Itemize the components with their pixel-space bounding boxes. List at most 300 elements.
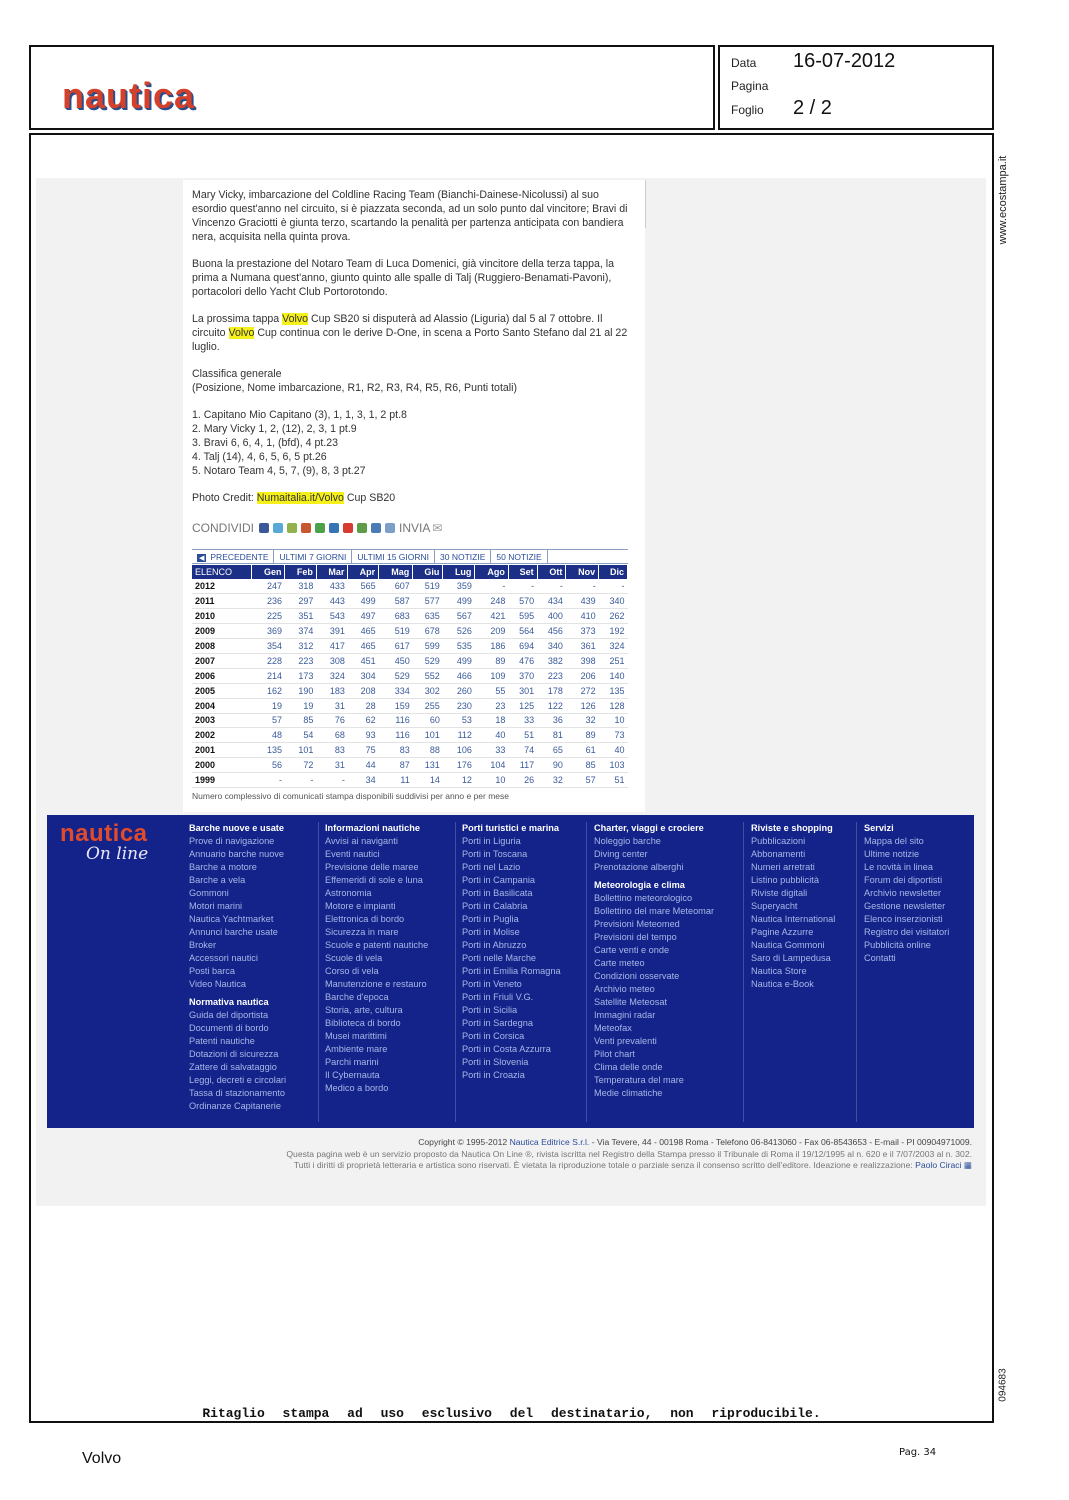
count-cell[interactable]: 351 — [285, 609, 316, 624]
count-cell[interactable]: 60 — [413, 713, 443, 728]
count-cell[interactable]: 57 — [251, 713, 285, 728]
count-cell[interactable]: 374 — [285, 624, 316, 639]
photo-credit-link[interactable]: Numaitalia.it/Volvo — [256, 492, 344, 504]
footer-link[interactable]: Ambiente mare — [325, 1044, 388, 1054]
count-cell[interactable]: 324 — [599, 639, 628, 654]
count-cell[interactable]: 116 — [379, 728, 413, 743]
count-cell[interactable]: 223 — [285, 653, 316, 668]
count-cell[interactable]: 12 — [443, 773, 475, 788]
count-cell[interactable]: 373 — [566, 624, 599, 639]
footer-link[interactable]: Riviste digitali — [751, 888, 808, 898]
count-cell[interactable]: 83 — [316, 743, 347, 758]
footer-link[interactable]: Eventi nautici — [325, 849, 380, 859]
count-cell[interactable]: 635 — [413, 609, 443, 624]
share-icon[interactable] — [287, 523, 297, 533]
count-cell[interactable]: 529 — [413, 653, 443, 668]
count-cell[interactable]: 109 — [475, 668, 508, 683]
footer-link[interactable]: Porti in Slovenia — [462, 1057, 529, 1067]
count-cell[interactable]: 324 — [316, 668, 347, 683]
footer-link[interactable]: Prove di navigazione — [189, 836, 275, 846]
count-cell[interactable]: 519 — [379, 624, 413, 639]
footer-link[interactable]: Mappa del sito — [864, 836, 924, 846]
count-cell[interactable]: 297 — [285, 594, 316, 609]
count-cell[interactable]: 251 — [599, 653, 628, 668]
footer-link[interactable]: Parchi marini — [325, 1057, 379, 1067]
footer-link[interactable]: Nautica Store — [751, 966, 807, 976]
footer-link[interactable]: Numeri arretrati — [751, 862, 815, 872]
count-cell[interactable]: - — [475, 579, 508, 594]
count-cell[interactable]: - — [599, 579, 628, 594]
footer-link[interactable]: Meteofax — [594, 1023, 632, 1033]
count-cell[interactable]: 417 — [316, 639, 347, 654]
count-cell[interactable]: - — [508, 579, 537, 594]
footer-heading[interactable]: Porti turistici e marina — [462, 823, 560, 833]
count-cell[interactable]: 228 — [251, 653, 285, 668]
count-cell[interactable]: 62 — [348, 713, 379, 728]
count-cell[interactable]: 81 — [537, 728, 566, 743]
count-cell[interactable]: 476 — [508, 653, 537, 668]
footer-link[interactable]: Barche a motore — [189, 862, 257, 872]
count-cell[interactable]: 122 — [537, 698, 566, 713]
count-cell[interactable]: 85 — [285, 713, 316, 728]
footer-link[interactable]: Noleggio barche — [594, 836, 661, 846]
count-cell[interactable]: 55 — [475, 683, 508, 698]
footer-link[interactable]: Corso di vela — [325, 966, 379, 976]
count-cell[interactable]: 65 — [537, 743, 566, 758]
footer-link[interactable]: Porti in Liguria — [462, 836, 521, 846]
count-cell[interactable]: 443 — [316, 594, 347, 609]
google-icon[interactable] — [343, 523, 353, 533]
footer-link[interactable]: Musei marittimi — [325, 1031, 387, 1041]
count-cell[interactable]: 208 — [348, 683, 379, 698]
footer-link[interactable]: Porti in Costa Azzurra — [462, 1044, 551, 1054]
count-cell[interactable]: 369 — [251, 624, 285, 639]
print-icon[interactable] — [371, 523, 381, 533]
count-cell[interactable]: 72 — [285, 758, 316, 773]
count-cell[interactable]: 10 — [599, 713, 628, 728]
footer-link[interactable]: Condizioni osservate — [594, 971, 680, 981]
delicious-icon[interactable] — [315, 523, 325, 533]
footer-heading[interactable]: Charter, viaggi e crociere — [594, 823, 704, 833]
count-cell[interactable]: 334 — [379, 683, 413, 698]
count-cell[interactable]: 599 — [413, 639, 443, 654]
footer-link[interactable]: Nautica International — [751, 914, 836, 924]
footer-link[interactable]: Archivio newsletter — [864, 888, 942, 898]
count-cell[interactable]: 178 — [537, 683, 566, 698]
count-cell[interactable]: 135 — [251, 743, 285, 758]
author-link[interactable]: Paolo Ciraci — [915, 1160, 962, 1170]
count-cell[interactable]: 162 — [251, 683, 285, 698]
count-cell[interactable]: 183 — [316, 683, 347, 698]
count-cell[interactable]: 101 — [285, 743, 316, 758]
footer-link[interactable]: Porti in Croazia — [462, 1070, 525, 1080]
footer-link[interactable]: Gommoni — [189, 888, 229, 898]
footer-link[interactable]: Abbonamenti — [751, 849, 806, 859]
count-cell[interactable]: 116 — [379, 713, 413, 728]
footer-link[interactable]: Barche a vela — [189, 875, 246, 885]
count-cell[interactable]: 607 — [379, 579, 413, 594]
footer-link[interactable]: Accessori nautici — [189, 953, 258, 963]
footer-link[interactable]: Satellite Meteosat — [594, 997, 668, 1007]
count-cell[interactable]: - — [285, 773, 316, 788]
nav-precedente[interactable]: ◀ PRECEDENTE — [192, 550, 274, 563]
count-cell[interactable]: 89 — [566, 728, 599, 743]
footer-link[interactable]: Porti in Campania — [462, 875, 536, 885]
count-cell[interactable]: 75 — [348, 743, 379, 758]
count-cell[interactable]: 40 — [475, 728, 508, 743]
count-cell[interactable]: 456 — [537, 624, 566, 639]
count-cell[interactable]: 10 — [475, 773, 508, 788]
footer-link[interactable]: Storia, arte, cultura — [325, 1005, 403, 1015]
footer-link[interactable]: Saro di Lampedusa — [751, 953, 831, 963]
count-cell[interactable]: 33 — [508, 713, 537, 728]
footer-link[interactable]: Listino pubblicità — [751, 875, 819, 885]
footer-heading[interactable]: Normativa nautica — [189, 997, 269, 1007]
count-cell[interactable]: 587 — [379, 594, 413, 609]
count-cell[interactable]: 304 — [348, 668, 379, 683]
count-cell[interactable]: 439 — [566, 594, 599, 609]
bookmark-icon[interactable] — [357, 523, 367, 533]
year-cell: 2007 — [192, 653, 251, 668]
footer-link[interactable]: Porti in Abruzzo — [462, 940, 527, 950]
footer-link[interactable]: Venti prevalenti — [594, 1036, 657, 1046]
footer-heading[interactable]: Riviste e shopping — [751, 823, 833, 833]
footer-link[interactable]: Diving center — [594, 849, 648, 859]
count-cell[interactable]: 400 — [537, 609, 566, 624]
count-cell[interactable]: 173 — [285, 668, 316, 683]
count-cell[interactable]: 68 — [316, 728, 347, 743]
count-cell[interactable]: 103 — [599, 758, 628, 773]
count-cell[interactable]: 101 — [413, 728, 443, 743]
count-cell[interactable]: 131 — [413, 758, 443, 773]
footer-link[interactable]: Prenotazione alberghi — [594, 862, 684, 872]
footer-link[interactable]: Carte meteo — [594, 958, 645, 968]
footer-link[interactable]: Porti in Veneto — [462, 979, 522, 989]
footer-link[interactable]: Broker — [189, 940, 217, 950]
count-cell[interactable]: 19 — [285, 698, 316, 713]
count-cell[interactable]: 683 — [379, 609, 413, 624]
count-cell[interactable]: 85 — [566, 758, 599, 773]
count-cell[interactable]: 526 — [443, 624, 475, 639]
count-cell[interactable]: 93 — [348, 728, 379, 743]
footer-link[interactable]: Porti nel Lazio — [462, 862, 521, 872]
count-cell[interactable]: 354 — [251, 639, 285, 654]
count-cell[interactable]: 140 — [599, 668, 628, 683]
count-cell[interactable]: 128 — [599, 698, 628, 713]
count-cell[interactable]: 176 — [443, 758, 475, 773]
count-cell[interactable]: 32 — [566, 713, 599, 728]
count-cell[interactable]: 104 — [475, 758, 508, 773]
footer-heading[interactable]: Meteorologia e clima — [594, 880, 685, 890]
count-cell[interactable]: 76 — [316, 713, 347, 728]
count-cell[interactable]: 90 — [537, 758, 566, 773]
footer-link[interactable]: Porti in Puglia — [462, 914, 519, 924]
count-cell[interactable]: 450 — [379, 653, 413, 668]
count-cell[interactable]: 206 — [566, 668, 599, 683]
footer-link[interactable]: Ordinanze Capitanerie — [189, 1101, 281, 1111]
footer-link[interactable]: Previsioni Meteomed — [594, 919, 680, 929]
count-cell[interactable]: 11 — [379, 773, 413, 788]
footer-link[interactable]: Porti in Sicilia — [462, 1005, 518, 1015]
count-cell[interactable]: 106 — [443, 743, 475, 758]
footer-link[interactable]: Tassa di stazionamento — [189, 1088, 286, 1098]
count-cell[interactable]: 192 — [599, 624, 628, 639]
count-cell[interactable]: 465 — [348, 624, 379, 639]
digg-icon[interactable] — [301, 523, 311, 533]
footer-link[interactable]: Clima delle onde — [594, 1062, 663, 1072]
footer-link[interactable]: Ultime notizie — [864, 849, 920, 859]
count-cell[interactable]: 88 — [413, 743, 443, 758]
footer-link[interactable]: Astronomia — [325, 888, 372, 898]
footer-link[interactable]: Nautica e-Book — [751, 979, 814, 989]
twitter-icon[interactable] — [273, 523, 283, 533]
count-cell[interactable]: 272 — [566, 683, 599, 698]
invia-label[interactable]: INVIA — [399, 521, 431, 535]
footer-link[interactable]: Previsioni del tempo — [594, 932, 677, 942]
myspace-icon[interactable] — [329, 523, 339, 533]
count-cell[interactable]: 694 — [508, 639, 537, 654]
footer-link[interactable]: Motori marini — [189, 901, 243, 911]
footer-link[interactable]: Bollettino del mare Meteomar — [594, 906, 715, 916]
footer-link[interactable]: Video Nautica — [189, 979, 247, 989]
email-icon[interactable] — [385, 523, 395, 533]
count-cell[interactable]: 53 — [443, 713, 475, 728]
footer-link[interactable]: Patenti nautiche — [189, 1036, 255, 1046]
count-cell[interactable]: 382 — [537, 653, 566, 668]
count-cell[interactable]: 83 — [379, 743, 413, 758]
count-cell[interactable]: 87 — [379, 758, 413, 773]
count-cell[interactable]: 34 — [348, 773, 379, 788]
footer-link[interactable]: Elenco inserzionisti — [864, 914, 943, 924]
footer-link[interactable]: Zattere di salvataggio — [189, 1062, 277, 1072]
footer-link[interactable]: Porti in Calabria — [462, 901, 528, 911]
count-cell[interactable]: 186 — [475, 639, 508, 654]
count-cell[interactable]: 434 — [537, 594, 566, 609]
count-cell[interactable]: 308 — [316, 653, 347, 668]
footer-link[interactable]: Porti in Toscana — [462, 849, 528, 859]
footer-link[interactable]: Motore e impianti — [325, 901, 396, 911]
facebook-icon[interactable] — [259, 523, 269, 533]
count-cell[interactable]: 617 — [379, 639, 413, 654]
count-cell[interactable]: 451 — [348, 653, 379, 668]
footer-link[interactable]: Biblioteca di bordo — [325, 1018, 401, 1028]
count-cell[interactable]: 74 — [508, 743, 537, 758]
nav-ultimi-7[interactable]: ULTIMI 7 GIORNI — [274, 550, 352, 563]
footer-link[interactable]: Porti in Sardegna — [462, 1018, 533, 1028]
footer-link[interactable]: Barche d'epoca — [325, 992, 389, 1002]
count-cell[interactable]: 159 — [379, 698, 413, 713]
footer-link[interactable]: Porti in Corsica — [462, 1031, 525, 1041]
count-cell[interactable]: 595 — [508, 609, 537, 624]
count-cell[interactable]: 340 — [599, 594, 628, 609]
footer-link[interactable]: Porti in Emilia Romagna — [462, 966, 561, 976]
footer-link[interactable]: Carte venti e onde — [594, 945, 670, 955]
count-cell[interactable]: 26 — [508, 773, 537, 788]
count-cell[interactable]: 398 — [566, 653, 599, 668]
footer-link[interactable]: Elettronica di bordo — [325, 914, 405, 924]
footer-link[interactable]: Effemeridi di sole e luna — [325, 875, 423, 885]
footer-link[interactable]: Avvisi ai naviganti — [325, 836, 398, 846]
footer-link[interactable]: Registro dei visitatori — [864, 927, 950, 937]
footer-link[interactable]: Leggi, decreti e circolari — [189, 1075, 287, 1085]
count-cell[interactable]: 230 — [443, 698, 475, 713]
footer-link[interactable]: Contatti — [864, 953, 896, 963]
header-elenco[interactable]: ELENCO — [192, 565, 251, 579]
count-cell[interactable]: 255 — [413, 698, 443, 713]
footer-link[interactable]: Le novità in linea — [864, 862, 933, 872]
count-cell[interactable]: 262 — [599, 609, 628, 624]
count-cell[interactable]: 499 — [443, 653, 475, 668]
footer-link[interactable]: Temperatura del mare — [594, 1075, 684, 1085]
footer-heading[interactable]: Barche nuove e usate — [189, 823, 284, 833]
count-cell[interactable]: 236 — [251, 594, 285, 609]
count-cell[interactable]: 40 — [599, 743, 628, 758]
count-cell[interactable]: 535 — [443, 639, 475, 654]
footer-link[interactable]: Annuario barche nuove — [189, 849, 285, 859]
count-cell[interactable]: 18 — [475, 713, 508, 728]
count-cell[interactable]: 56 — [251, 758, 285, 773]
count-cell[interactable]: 302 — [413, 683, 443, 698]
count-cell[interactable]: 135 — [599, 683, 628, 698]
count-cell[interactable]: 410 — [566, 609, 599, 624]
count-cell[interactable]: 260 — [443, 683, 475, 698]
count-cell[interactable]: 73 — [599, 728, 628, 743]
count-cell[interactable]: 54 — [285, 728, 316, 743]
footer-link[interactable]: Pagine Azzurre — [751, 927, 814, 937]
footer-link[interactable]: Guida del diportista — [189, 1010, 269, 1020]
footer-link[interactable]: Manutenzione e restauro — [325, 979, 427, 989]
footer-link[interactable]: Gestione newsletter — [864, 901, 946, 911]
count-cell[interactable]: 529 — [379, 668, 413, 683]
count-cell[interactable]: 497 — [348, 609, 379, 624]
footer-link[interactable]: Previsione delle maree — [325, 862, 419, 872]
count-cell[interactable]: 359 — [443, 579, 475, 594]
count-cell[interactable]: 190 — [285, 683, 316, 698]
count-cell[interactable]: 112 — [443, 728, 475, 743]
count-cell[interactable]: 31 — [316, 758, 347, 773]
footer-link[interactable]: Annunci barche usate — [189, 927, 278, 937]
count-cell[interactable]: 32 — [537, 773, 566, 788]
envelope-icon[interactable]: ✉ — [432, 521, 443, 535]
footer-link[interactable]: Documenti di bordo — [189, 1023, 269, 1033]
count-cell[interactable]: 28 — [348, 698, 379, 713]
count-cell[interactable]: 499 — [348, 594, 379, 609]
count-cell[interactable]: 209 — [475, 624, 508, 639]
footer-link[interactable]: Nautica Gommoni — [751, 940, 825, 950]
count-cell[interactable]: 312 — [285, 639, 316, 654]
footer-link[interactable]: Bollettino meteorologico — [594, 893, 693, 903]
footer-link[interactable]: Forum dei diportisti — [864, 875, 943, 885]
nav-50-notizie[interactable]: 50 NOTIZIE — [491, 550, 547, 563]
count-cell[interactable]: 421 — [475, 609, 508, 624]
nav-ultimi-15[interactable]: ULTIMI 15 GIORNI — [352, 550, 435, 563]
footer-link[interactable]: Pubblicità online — [864, 940, 931, 950]
count-cell[interactable]: 361 — [566, 639, 599, 654]
count-cell[interactable]: 31 — [316, 698, 347, 713]
count-cell[interactable]: 33 — [475, 743, 508, 758]
footer-link[interactable]: Scuole di vela — [325, 953, 383, 963]
footer-link[interactable]: Nautica Yachtmarket — [189, 914, 274, 924]
footer-link[interactable]: Pilot chart — [594, 1049, 635, 1059]
count-cell[interactable]: 543 — [316, 609, 347, 624]
count-cell[interactable]: 248 — [475, 594, 508, 609]
footer-link[interactable]: Immagini radar — [594, 1010, 656, 1020]
count-cell[interactable]: 565 — [348, 579, 379, 594]
count-cell[interactable]: 61 — [566, 743, 599, 758]
count-cell[interactable]: 214 — [251, 668, 285, 683]
footer-link[interactable]: Pubblicazioni — [751, 836, 806, 846]
count-cell[interactable]: 301 — [508, 683, 537, 698]
count-cell[interactable]: 51 — [508, 728, 537, 743]
count-cell[interactable]: 499 — [443, 594, 475, 609]
count-cell[interactable]: 57 — [566, 773, 599, 788]
count-cell[interactable]: 340 — [537, 639, 566, 654]
footer-link[interactable]: Il Cybernauta — [325, 1070, 380, 1080]
count-cell[interactable]: 466 — [443, 668, 475, 683]
footer-link[interactable]: Posti barca — [189, 966, 235, 976]
count-cell[interactable]: 433 — [316, 579, 347, 594]
footer-link[interactable]: Medico a bordo — [325, 1083, 389, 1093]
footer-link[interactable]: Superyacht — [751, 901, 798, 911]
footer-link[interactable]: Sicurezza in mare — [325, 927, 399, 937]
count-cell[interactable]: 567 — [443, 609, 475, 624]
count-cell[interactable]: 564 — [508, 624, 537, 639]
count-cell[interactable]: 36 — [537, 713, 566, 728]
footer-link[interactable]: Porti in Friuli V.G. — [462, 992, 534, 1002]
count-cell[interactable]: 577 — [413, 594, 443, 609]
count-cell[interactable]: 223 — [537, 668, 566, 683]
count-cell[interactable]: 247 — [251, 579, 285, 594]
count-cell[interactable]: 51 — [599, 773, 628, 788]
count-cell[interactable]: - — [251, 773, 285, 788]
count-cell[interactable]: 465 — [348, 639, 379, 654]
count-cell[interactable]: - — [566, 579, 599, 594]
publisher-link[interactable]: Nautica Editrice S.r.l. — [509, 1137, 590, 1147]
footer-link[interactable]: Scuole e patenti nautiche — [325, 940, 429, 950]
count-cell[interactable]: - — [537, 579, 566, 594]
header-month: Gen — [251, 565, 285, 579]
footer-link[interactable]: Porti in Molise — [462, 927, 520, 937]
count-cell[interactable]: 318 — [285, 579, 316, 594]
count-cell[interactable]: 370 — [508, 668, 537, 683]
count-cell[interactable]: 125 — [508, 698, 537, 713]
count-cell[interactable]: 678 — [413, 624, 443, 639]
count-cell[interactable]: - — [316, 773, 347, 788]
footer-link[interactable]: Porti nelle Marche — [462, 953, 537, 963]
footer-link[interactable]: Dotazioni di sicurezza — [189, 1049, 279, 1059]
footer-link[interactable]: Archivio meteo — [594, 984, 655, 994]
count-cell[interactable]: 391 — [316, 624, 347, 639]
count-cell[interactable]: 23 — [475, 698, 508, 713]
count-cell[interactable]: 44 — [348, 758, 379, 773]
count-cell[interactable]: 19 — [251, 698, 285, 713]
count-cell[interactable]: 117 — [508, 758, 537, 773]
nautica-online-logo[interactable]: nautica On line — [60, 820, 149, 864]
footer-link[interactable]: Porti in Basilicata — [462, 888, 533, 898]
footer-heading[interactable]: Servizi — [864, 823, 894, 833]
count-cell[interactable]: 225 — [251, 609, 285, 624]
count-cell[interactable]: 519 — [413, 579, 443, 594]
count-cell[interactable]: 48 — [251, 728, 285, 743]
footer-heading[interactable]: Informazioni nautiche — [325, 823, 420, 833]
count-cell[interactable]: 570 — [508, 594, 537, 609]
count-cell[interactable]: 89 — [475, 653, 508, 668]
nav-30-notizie[interactable]: 30 NOTIZIE — [435, 550, 491, 563]
footer-link[interactable]: Medie climatiche — [594, 1088, 663, 1098]
count-cell[interactable]: 14 — [413, 773, 443, 788]
count-cell[interactable]: 552 — [413, 668, 443, 683]
count-cell[interactable]: 126 — [566, 698, 599, 713]
